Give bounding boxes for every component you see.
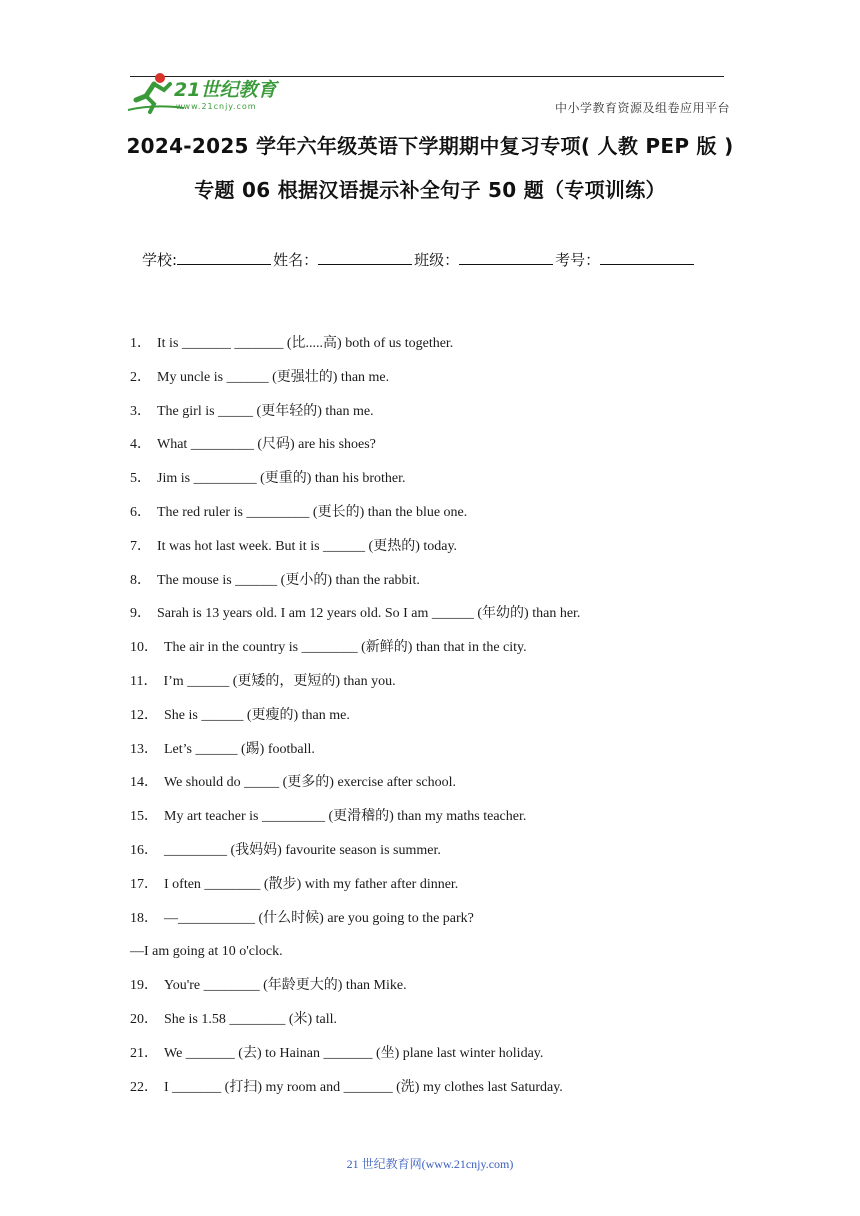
question-item — [130, 530, 730, 564]
question-number: 1． — [130, 336, 151, 351]
question-text: Jim is _________ (更重的) than his brother. — [157, 471, 406, 487]
class-label: 班级： — [414, 251, 460, 269]
question-number: 11． — [130, 673, 158, 689]
question-text: The air in the country is ________ (新鲜的) than that in the city. — [164, 640, 527, 656]
class-blank[interactable] — [459, 250, 553, 265]
answer-line — [130, 935, 730, 969]
question-text: My art teacher is _________ (更滑稽的) than my maths teacher. — [164, 809, 527, 825]
question-item — [130, 1037, 730, 1071]
question-number: 12． — [130, 707, 158, 723]
question-text: —___________ (什么时候) are you going to the park? — [164, 910, 474, 926]
question-number: 7． — [130, 538, 151, 554]
question-item — [130, 1071, 730, 1105]
question-text: You're ________ (年龄更大的) than Mike. — [164, 978, 407, 994]
school-blank[interactable] — [177, 250, 271, 265]
question-item — [130, 868, 730, 902]
question-item — [130, 699, 730, 733]
question-item — [130, 327, 730, 361]
question-text: —I am going at 10 o'clock. — [130, 944, 283, 960]
question-item — [130, 631, 730, 665]
question-item — [130, 766, 730, 800]
question-item — [130, 496, 730, 530]
footer-link[interactable]: 21 世纪教育网(www.21cnjy.com) — [346, 1157, 514, 1171]
question-number: 5． — [130, 471, 151, 487]
question-number: 20． — [130, 1011, 158, 1027]
question-text: The red ruler is _________ (更长的) than the blue one. — [157, 504, 468, 520]
question-item — [130, 902, 730, 936]
question-item — [130, 969, 730, 1003]
question-number: 13． — [130, 741, 158, 757]
question-item — [130, 395, 730, 429]
question-item — [130, 361, 730, 395]
student-info-row — [142, 249, 696, 270]
question-item — [130, 564, 730, 598]
question-text: She is ______ (更瘦的) than me. — [164, 707, 350, 723]
question-number: 14． — [130, 775, 158, 791]
question-number: 15． — [130, 809, 158, 825]
question-item — [130, 800, 730, 834]
page-subtitle: 专题 06 根据汉语提示补全句子 50 题（专项训练） — [194, 178, 666, 202]
logo — [124, 70, 294, 116]
question-item — [130, 834, 730, 868]
question-text: It is _______ _______ (比.....高) both of us together. — [157, 336, 454, 351]
question-number: 8． — [130, 572, 151, 588]
question-number: 4． — [130, 437, 151, 453]
question-item — [130, 665, 730, 699]
name-blank[interactable] — [318, 250, 412, 265]
question-list — [130, 327, 730, 1104]
name-label: 姓名： — [273, 251, 319, 269]
question-number: 21． — [130, 1045, 158, 1061]
question-number: 16． — [130, 842, 158, 858]
question-text: I often ________ (散步) with my father after dinner. — [164, 876, 459, 892]
question-text: Sarah is 13 years old. I am 12 years old. So I am ______ (年幼的) than her. — [157, 606, 581, 622]
question-item — [130, 597, 730, 631]
question-number: 3． — [130, 403, 151, 419]
question-number: 19． — [130, 978, 158, 994]
question-number: 6． — [130, 504, 151, 520]
question-number: 2． — [130, 369, 151, 385]
question-text: _________ (我妈妈) favourite season is summer. — [164, 842, 441, 858]
school-label: 学校: — [142, 251, 178, 269]
question-item — [130, 1003, 730, 1037]
question-text: The girl is _____ (更年轻的) than me. — [157, 403, 374, 419]
logo-url: www.21cnjy.com — [176, 102, 257, 111]
question-text: My uncle is ______ (更强壮的) than me. — [157, 369, 390, 385]
question-text: Let’s ______ (踢) football. — [164, 741, 315, 757]
question-text: The mouse is ______ (更小的) than the rabbit. — [157, 572, 420, 588]
question-number: 17． — [130, 876, 158, 892]
question-number: 18． — [130, 910, 158, 926]
question-text: We _______ (去) to Hainan _______ (坐) plane last winter holiday. — [164, 1045, 544, 1061]
number-blank[interactable] — [600, 250, 694, 265]
page-title: 2024-2025 学年六年级英语下学期期中复习专项( 人教 PEP 版 ) — [126, 134, 734, 158]
question-item — [130, 462, 730, 496]
question-text: I’m ______ (更矮的，更短的) than you. — [163, 673, 396, 689]
question-number: 10． — [130, 640, 158, 656]
question-number: 9． — [130, 606, 151, 622]
question-text: I _______ (打扫) my room and _______ (洗) my clothes last Saturday. — [164, 1079, 563, 1095]
question-text: We should do _____ (更多的) exercise after school. — [164, 775, 457, 791]
platform-name: 中小学教育资源及组卷应用平台 — [554, 101, 730, 115]
question-text: It was hot last week. But it is ______ (更热的) today. — [157, 538, 458, 554]
question-text: She is 1.58 ________ (米) tall. — [164, 1011, 338, 1027]
question-text: What _________ (尺码) are his shoes? — [157, 437, 376, 453]
question-number: 22． — [130, 1079, 158, 1095]
question-item — [130, 733, 730, 767]
question-item — [130, 428, 730, 462]
number-label: 考号： — [555, 251, 601, 269]
logo-text: 21世纪教育 — [174, 79, 277, 101]
